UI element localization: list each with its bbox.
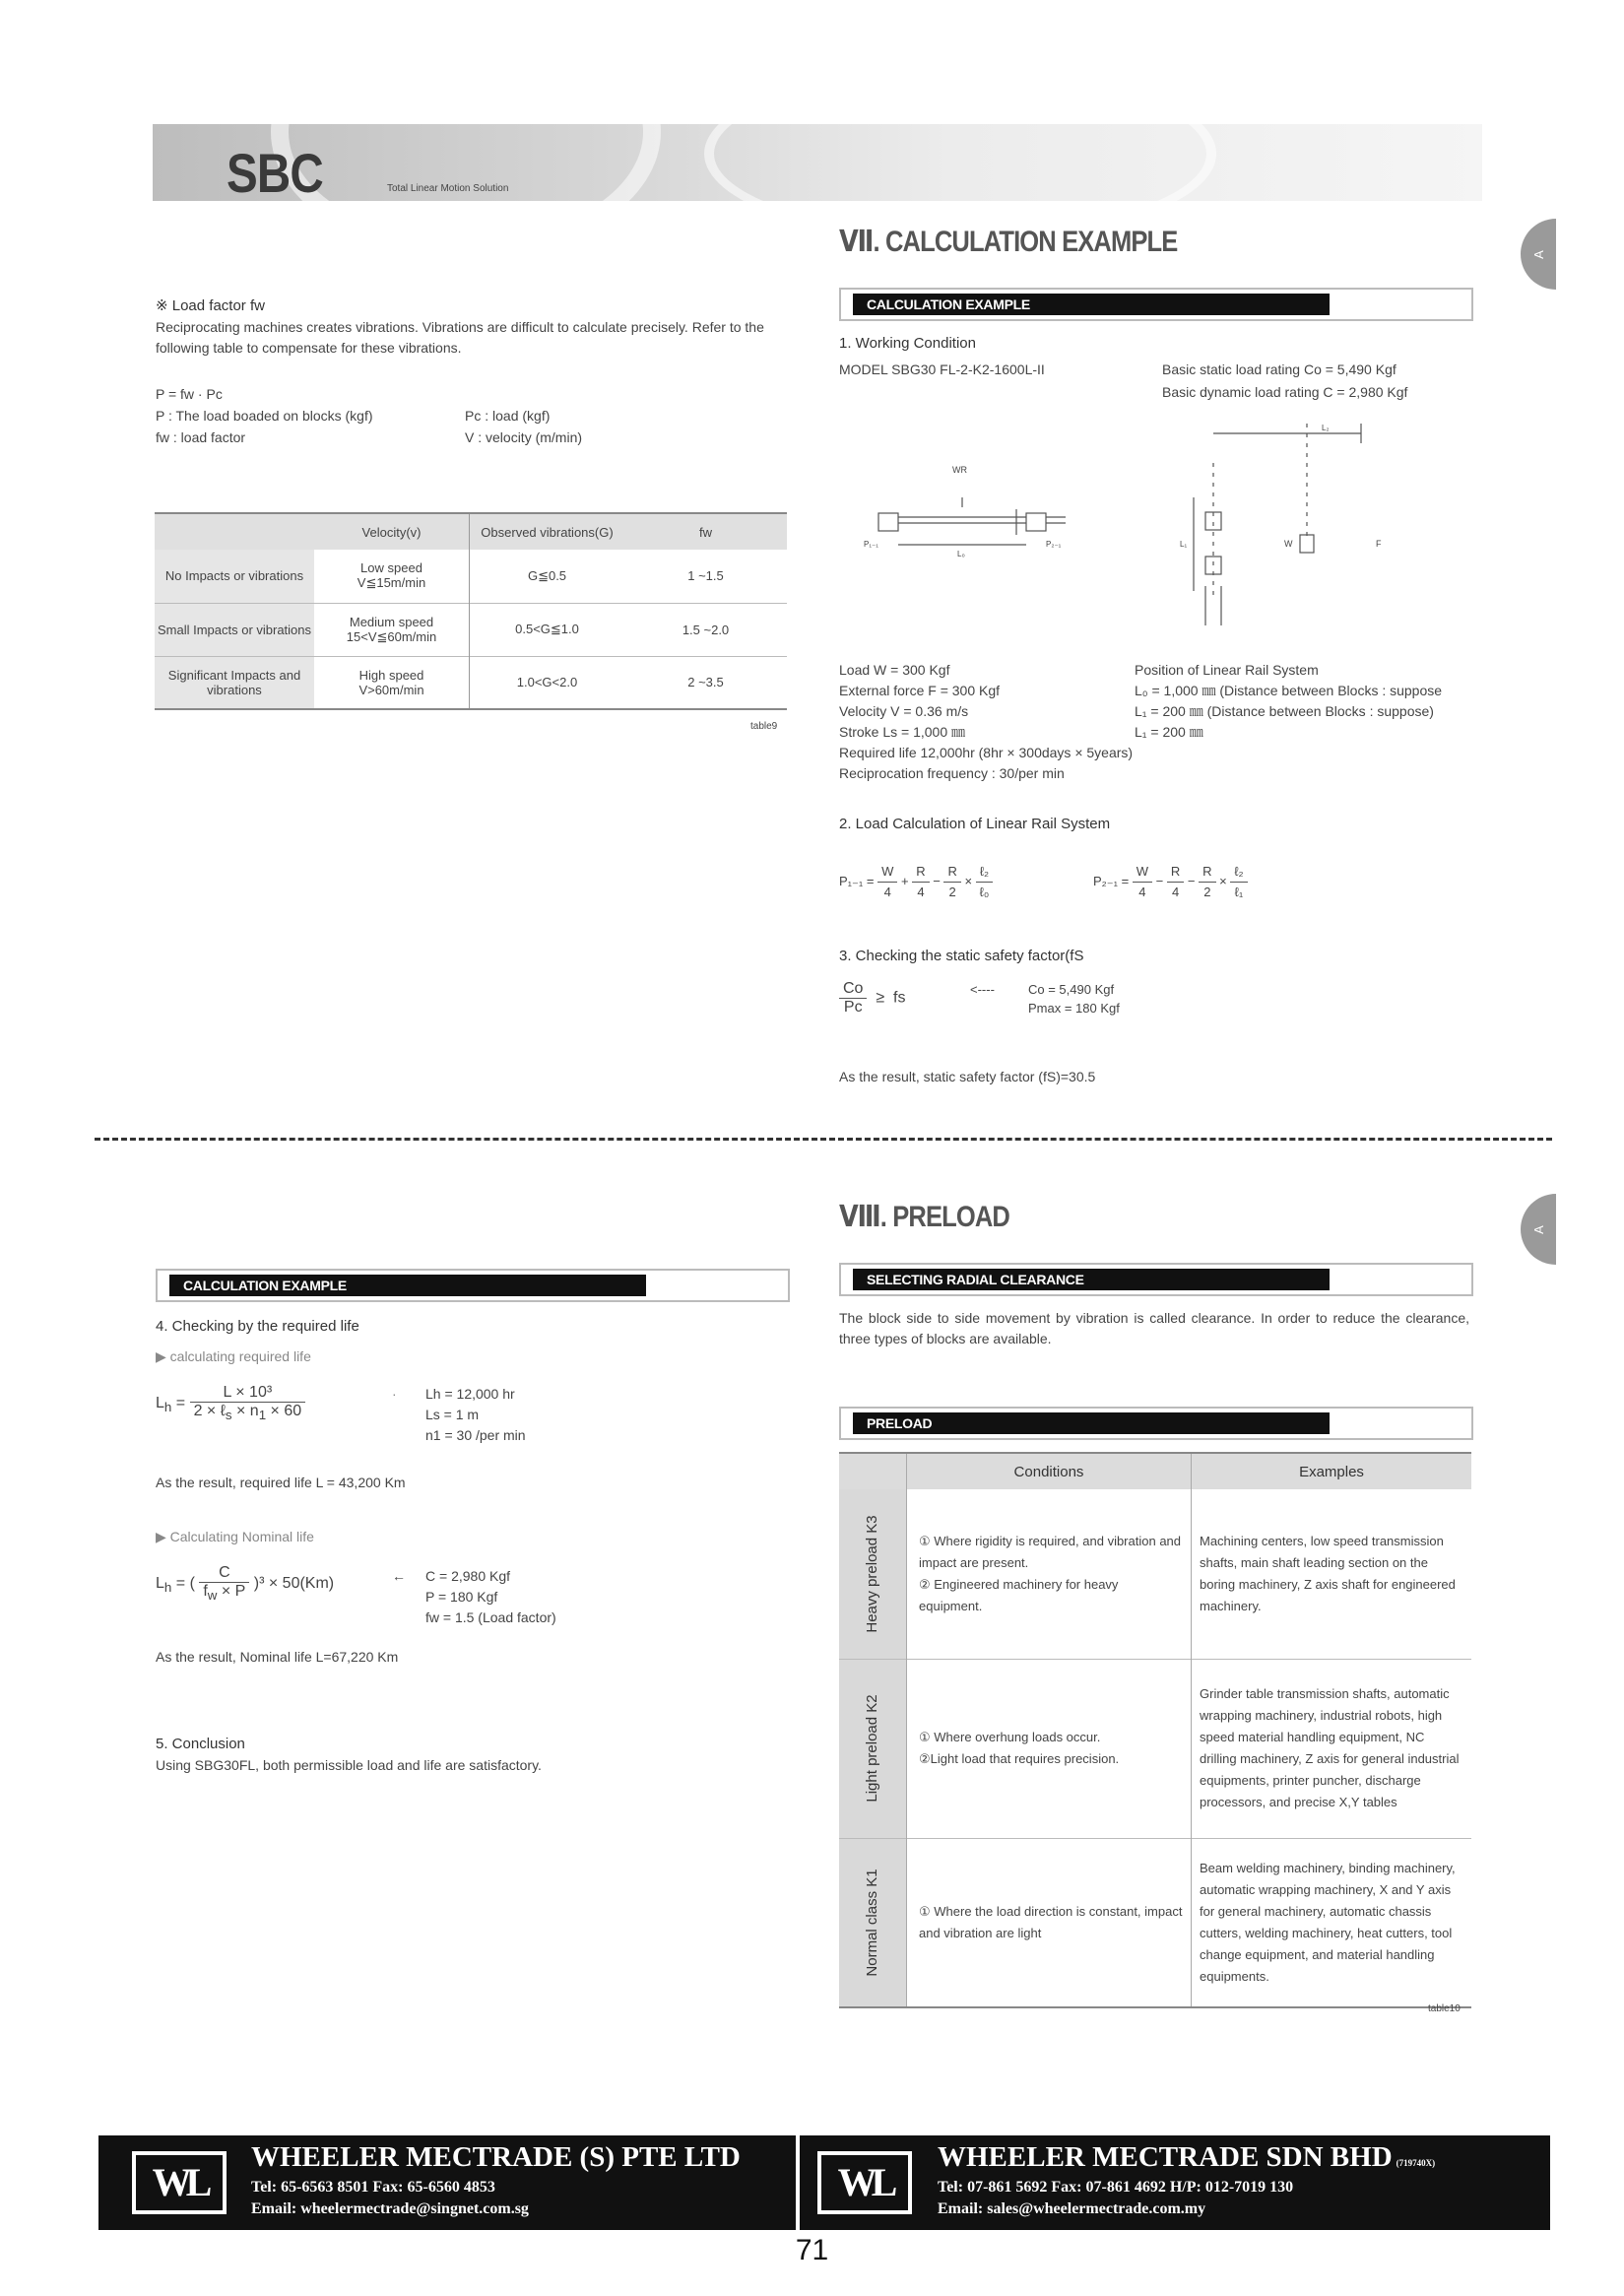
nominal-values: C = 2,980 Kgf P = 180 Kgf fw = 1.5 (Load factor) xyxy=(425,1568,556,1625)
label-f: F xyxy=(1376,539,1382,549)
brand-tagline: Total Linear Motion Solution xyxy=(387,183,509,194)
company-name: WHEELER MECTRADE (S) PTE LTD xyxy=(251,2141,741,2173)
label-l0: L₀ xyxy=(957,550,965,558)
table-caption: table9 xyxy=(750,721,778,732)
table-header: Observed vibrations(G) xyxy=(470,513,625,550)
company-email: Email: sales@wheelermectrade.com.my xyxy=(938,2200,1206,2217)
table-caption: table10 xyxy=(1428,2003,1461,2014)
company-tel: Tel: 65-6563 8501 Fax: 65-6560 4853 xyxy=(251,2179,495,2196)
company-name: WHEELER MECTRADE SDN BHD (719740X) xyxy=(938,2141,1436,2173)
box-title: SELECTING RADIAL CLEARANCE xyxy=(853,1269,1330,1290)
label-wr: WR xyxy=(952,465,967,475)
preload-table xyxy=(839,1452,1471,2008)
table-header xyxy=(155,513,314,550)
life-formula: $L_h$ = $\frac{\text{L × 10³}}{2 \times \ell_s \times n_1 \times 60}$ xyxy=(156,1384,305,1422)
table-cell: High speed V>60m/min xyxy=(358,667,424,697)
table-row xyxy=(839,1838,1471,2007)
static-result: As the result, static safety factor (fS)=30.5 xyxy=(839,1069,1096,1084)
table-row xyxy=(839,1659,1471,1838)
label-l1: L₁ xyxy=(1180,540,1188,549)
definition-fw: fw : load factor xyxy=(156,429,246,445)
side-tab: A xyxy=(1521,219,1556,290)
footer-bar xyxy=(98,2135,1550,2230)
section-box-header xyxy=(839,288,1473,321)
table-cell: Medium speed 15<V≦60m/min xyxy=(346,614,437,644)
static-arrow: <---- xyxy=(970,982,995,997)
table-header: fw xyxy=(624,513,787,550)
table-cell: Machining centers, low speed transmission shafts, main shaft leading section on the boring machinery, Z axis shaft for engineered machinery. xyxy=(1192,1489,1472,1659)
working-condition-title: 1. Working Condition xyxy=(839,335,976,352)
label-p2: P₂₋₁ xyxy=(1046,540,1062,549)
company-tel: Tel: 07-861 5692 Fax: 07-861 4692 H/P: 012-7019 130 xyxy=(938,2179,1294,2196)
load-factor-text: Reciprocating machines creates vibrations. Vibrations are difficult to calculate precisely. Refer to the following table to compensate for these vibrations. xyxy=(156,319,764,356)
table-cell: Normal class K1 xyxy=(839,1838,907,2007)
section-box-header xyxy=(839,1263,1473,1296)
table-cell: ① Where overhung loads occur. ②Light load that requires precision. xyxy=(907,1659,1192,1838)
table-cell: 1 ~1.5 xyxy=(687,568,724,584)
table-cell: Heavy preload K3 xyxy=(839,1489,907,1659)
label-p1: P₁₋₁ xyxy=(864,540,878,549)
arrow-marker: ← xyxy=(392,1568,406,1584)
nominal-formula: $L_h$ = ( $\frac{C}{f_w \times P}$ )³ × 50(Km) xyxy=(156,1564,335,1604)
section-box-header xyxy=(156,1269,790,1302)
section-title: Ⅷ. PRELOAD xyxy=(839,1201,1009,1233)
table-cell: 2 ~3.5 xyxy=(687,675,724,690)
section-box-header xyxy=(839,1407,1473,1440)
conclusion-text: Using SBG30FL, both permissible load and life are satisfactory. xyxy=(156,1757,542,1773)
page-divider xyxy=(95,1138,1552,1141)
definition-v: V : velocity (m/min) xyxy=(465,429,583,445)
load-formula-p1: P₁₋₁ = $\frac{W}{4}$ + $\frac{R}{4}$ − $\frac{R}{2}$ × $\frac{\text{ℓ₂}}{\text{ℓ₀}}$ xyxy=(839,862,993,902)
box-title: CALCULATION EXAMPLE xyxy=(169,1275,646,1296)
brand-logo: SBC xyxy=(227,142,323,204)
load-factor-title: ※ Load factor fw xyxy=(156,297,265,314)
arrow-marker: · xyxy=(392,1386,397,1402)
conditions-right: Position of Linear Rail System L₀ = 1,000 ㎜ (Distance between Blocks : suppose L₁ = 200 ㎜ (Distance between Blocks : suppose) L₁ = 200 ㎜ xyxy=(1135,662,1443,740)
table-cell: Grinder table transmission shafts, automatic wrapping machinery, industrial robots, high speed material handling equipment, NC drilling machinery, Z axis for general industrial equipments, printer puncher, discharge processors, and precise X,Y tables xyxy=(1192,1659,1472,1838)
label-l2: L₂ xyxy=(1322,424,1330,432)
static-safety-formula: $\frac{Co}{Pc}$ ≥ fs xyxy=(839,980,905,1017)
life-title: 4. Checking by the required life xyxy=(156,1318,359,1335)
table-row xyxy=(155,603,787,656)
load-formula: P = fw · Pc xyxy=(156,386,223,402)
box-title: PRELOAD xyxy=(853,1412,1330,1434)
table-row xyxy=(155,656,787,709)
table-row xyxy=(155,550,787,603)
dynamic-rating: Basic dynamic load rating C = 2,980 Kgf xyxy=(1162,384,1408,400)
table-header xyxy=(839,1453,907,1489)
header-banner xyxy=(153,124,1482,201)
side-tab: A xyxy=(1521,1194,1556,1265)
table-cell: Light preload K2 xyxy=(839,1659,907,1838)
nominal-subtitle: ▶ Calculating Nominal life xyxy=(156,1529,314,1544)
table-cell: 1.5 ~2.0 xyxy=(682,622,730,637)
company-email: Email: wheelermectrade@singnet.com.sg xyxy=(251,2200,529,2217)
definition-p: P : The load boaded on blocks (kgf) xyxy=(156,408,373,424)
life-values: Lh = 12,000 hr Ls = 1 m n1 = 30 /per min xyxy=(425,1386,526,1443)
model-text: MODEL SBG30 FL-2-K2-1600L-II xyxy=(839,361,1045,377)
static-pmax: Pmax = 180 Kgf xyxy=(1028,1001,1120,1016)
company-logo: WL xyxy=(817,2151,912,2214)
table-header: Examples xyxy=(1192,1453,1472,1489)
static-rating: Basic static load rating Co = 5,490 Kgf xyxy=(1162,361,1397,377)
conditions-left: Load W = 300 Kgf External force F = 300 Kgf Velocity V = 0.36 m/s Stroke Ls = 1,000 ㎜ Required life 12,000hr (8hr × 300days × 5years) Reciprocation frequency : 30/per min xyxy=(839,662,1134,781)
table-cell: Low speed V≦15m/min xyxy=(357,560,426,591)
section-title: Ⅶ. CALCULATION EXAMPLE xyxy=(839,226,1178,258)
table-row xyxy=(839,1489,1471,1659)
box-title: CALCULATION EXAMPLE xyxy=(853,294,1330,315)
conclusion-title: 5. Conclusion xyxy=(156,1736,245,1752)
clearance-text: The block side to side movement by vibration is called clearance. In order to reduce the clearance, three types of blocks are available. xyxy=(839,1310,1469,1346)
table-cell: ① Where rigidity is required, and vibration and impact are present. ② Engineered machinery for heavy equipment. xyxy=(907,1489,1192,1659)
label-w: W xyxy=(1284,539,1293,549)
company-logo: WL xyxy=(132,2151,227,2214)
table-cell: G≦0.5 xyxy=(470,550,625,603)
table-cell: No Impacts or vibrations xyxy=(155,550,314,603)
load-calc-title: 2. Load Calculation of Linear Rail System xyxy=(839,816,1111,832)
table-cell: Significant Impacts and vibrations xyxy=(155,656,314,709)
load-formula-p2: P₂₋₁ = $\frac{W}{4}$ − $\frac{R}{4}$ − $\frac{R}{2}$ × $\frac{\text{ℓ₂}}{\text{ℓ₁}}$ xyxy=(1093,862,1248,902)
table-header: Conditions xyxy=(907,1453,1192,1489)
table-cell: 1.0<G<2.0 xyxy=(470,656,625,709)
nominal-result: As the result, Nominal life L=67,220 Km xyxy=(156,1649,399,1665)
table-header: Velocity(v) xyxy=(314,513,470,550)
table-cell: Beam welding machinery, binding machinery, automatic wrapping machinery, X and Y axis for general machinery, automatic chassis cutters, welding machinery, heat cutters, tool change equipment, and material handling equipments. xyxy=(1192,1838,1472,2007)
static-co: Co = 5,490 Kgf xyxy=(1028,982,1115,997)
footer-divider xyxy=(796,2135,800,2230)
definition-pc: Pc : load (kgf) xyxy=(465,408,551,424)
table-cell: Small Impacts or vibrations xyxy=(155,603,314,656)
table-cell: 0.5<G≦1.0 xyxy=(470,603,625,656)
linear-rail-diagram xyxy=(839,419,1469,635)
table-cell: ① Where the load direction is constant, impact and vibration are light xyxy=(907,1838,1192,2007)
static-safety-title: 3. Checking the static safety factor(fS xyxy=(839,948,1084,964)
page-number: 71 xyxy=(795,2234,829,2266)
life-result: As the result, required life L = 43,200 Km xyxy=(156,1475,406,1490)
load-factor-table xyxy=(155,512,787,710)
life-subtitle: ▶ calculating required life xyxy=(156,1348,311,1364)
